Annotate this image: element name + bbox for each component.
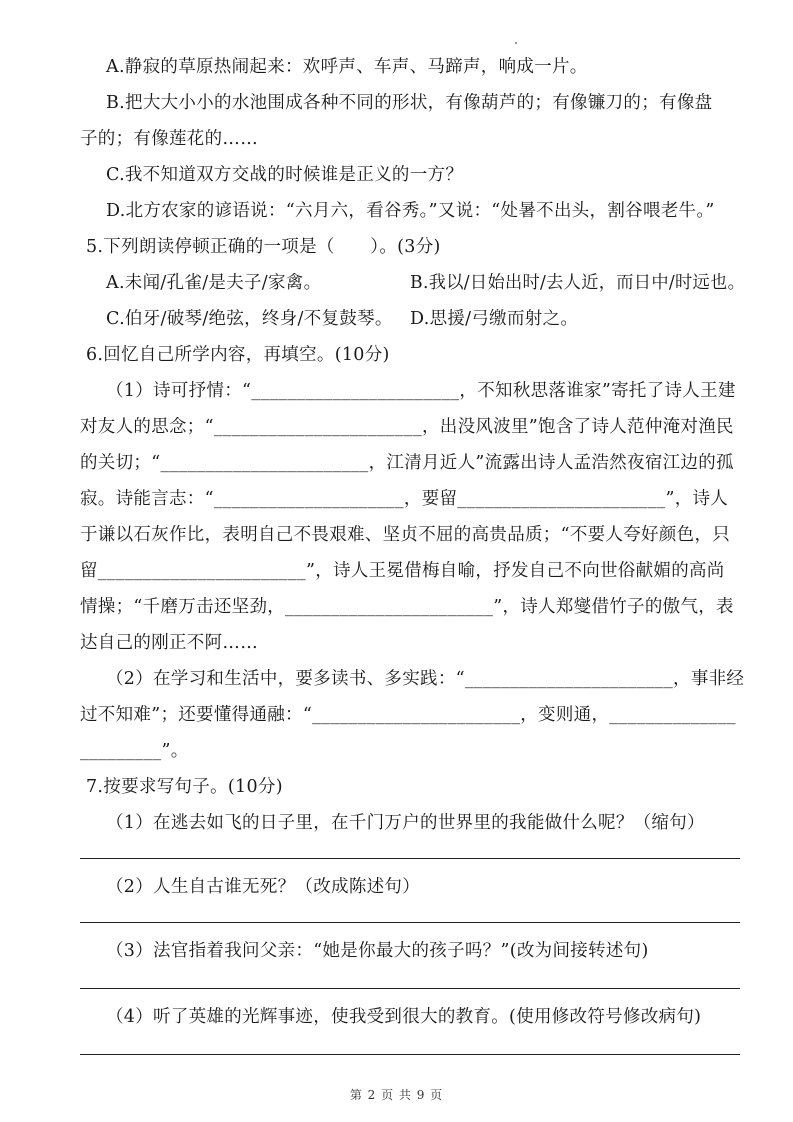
q7-item2: （2）人生自古谁无死？（改成陈述句）: [106, 877, 421, 897]
q4-option-b-cont: 子的；有像莲花的……: [80, 129, 258, 149]
q6-part1-line8: 达自己的刚正不阿……: [80, 633, 258, 653]
scan-speck: [515, 42, 517, 44]
q6-part1-line4: 寂。诗能言志：“_____________________，要留_______________________”，诗人: [80, 489, 729, 509]
q4-option-b: B.把大大小小的水池围成各种不同的形状，有像葫芦的；有像镰刀的；有像盘: [106, 93, 713, 113]
q5-option-b: B.我以/日始出时/去人近，而日中/时远也。: [410, 273, 746, 293]
q6-part2-line3: _________”。: [80, 741, 189, 761]
q6-part1-line2: 对友人的思念；“_______________________，出没风波里”饱含了诗人范仲淹对渔民: [80, 417, 734, 437]
q7-item3-answer-line[interactable]: [80, 988, 740, 989]
q7-title: 7.按要求写句子。(10分): [86, 777, 283, 797]
q7-item1-answer-line[interactable]: [80, 858, 740, 859]
q7-item2-answer-line[interactable]: [80, 922, 740, 923]
q4-option-c: C.我不知道双方交战的时候谁是正义的一方？: [106, 165, 464, 185]
q7-item4: （4）听了英雄的光辉事迹，使我受到很大的教育。(使用修改符号修改病句): [106, 1007, 702, 1027]
q5-option-c: C.伯牙/破琴/绝弦，终身/不复鼓琴。: [106, 309, 393, 329]
q6-part1-line3: 的关切；“_______________________，江清月近人”流露出诗人孟浩然夜宿江边的孤: [80, 453, 734, 473]
q6-part2-line2: 过不知难”；还要懂得通融：“_______________________，变则通，______________: [80, 705, 736, 725]
q4-option-a: A.静寂的草原热闹起来：欢呼声、车声、马蹄声，响成一片。: [106, 57, 588, 77]
q6-part1-line6: 留_______________________”，诗人王冕借梅自喻，抒发自己不向世俗献媚的高尚: [80, 561, 725, 581]
q7-item4-answer-line[interactable]: [80, 1054, 740, 1055]
page-footer: 第 2 页 共 9 页: [349, 1088, 444, 1102]
q5-option-a: A.未闻/孔雀/是夫子/家禽。: [106, 273, 322, 293]
q6-title: 6.回忆自己所学内容，再填空。(10分): [86, 345, 390, 365]
q5-title: 5.下列朗读停顿正确的一项是（ ）。(3分): [86, 237, 441, 257]
q5-option-d: D.思援/弓缴而射之。: [410, 309, 579, 329]
q6-part2-line1: （2）在学习和生活中，要多读书、多实践：“_______________________，事非经: [106, 669, 745, 689]
q6-part1-line7: 情操；“千磨万击还坚劲，_______________________”，诗人郑燮借竹子的傲气，表: [80, 597, 734, 617]
q7-item3: （3）法官指着我问父亲：“她是你最大的孩子吗？”(改为间接转述句): [106, 941, 649, 961]
q7-item1: （1）在逃去如飞的日子里，在千门万户的世界里的我能做什么呢？（缩句）: [106, 813, 705, 833]
q4-option-d: D.北方农家的谚语说：“六月六，看谷秀。”又说：“处暑不出头，割谷喂老牛。”: [106, 201, 715, 221]
q6-part1-line5: 于谦以石灰作比，表明自己不畏艰难、坚贞不屈的高贵品质；“不要人夸好颜色，只: [80, 525, 731, 545]
q6-part1-line1: （1）诗可抒情：“_______________________，不知秋思落谁家”寄托了诗人王建: [106, 381, 736, 401]
